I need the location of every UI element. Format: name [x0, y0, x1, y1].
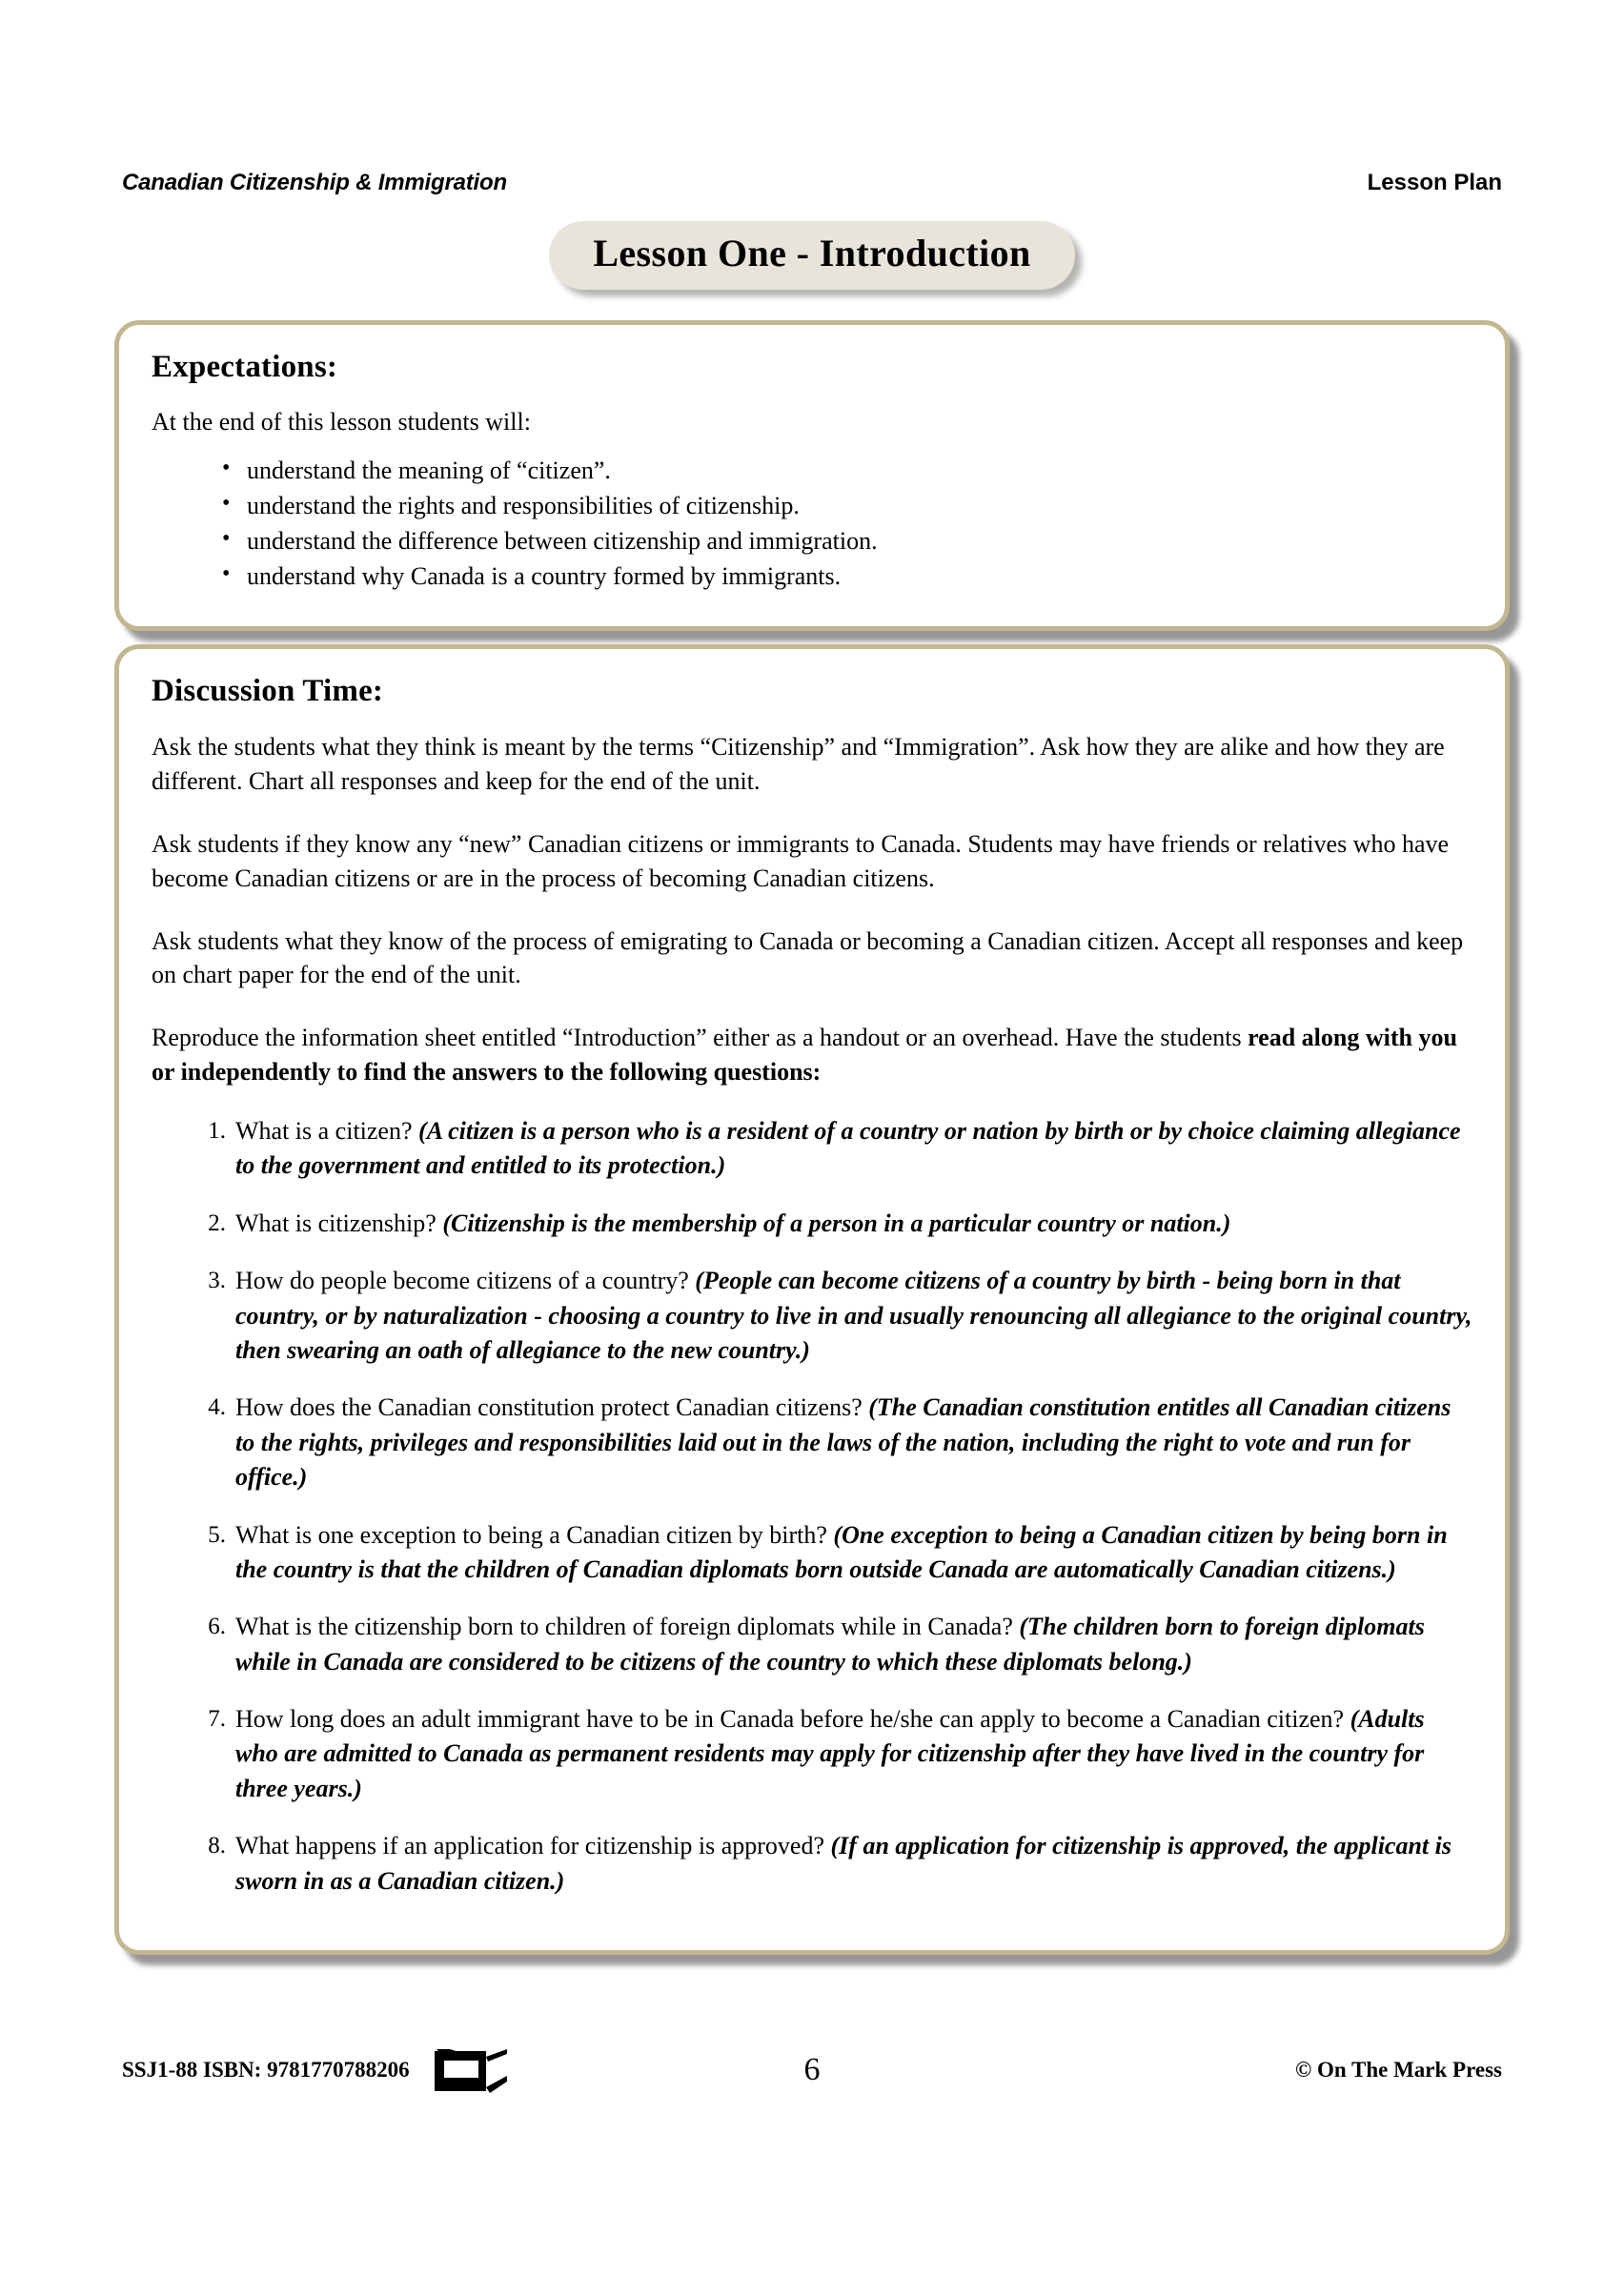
on-the-mark-press-logo-icon [427, 2043, 509, 2097]
lesson-title-banner [549, 221, 1074, 290]
question-text: What is one exception to being a Canadian citizen by birth? [235, 1520, 834, 1549]
discussion-paragraph: Ask students if they know any “new” Canadian citizens or immigrants to Canada. Students may have friends or relatives who have become Canadian citizens or are in the process of becoming Canadian citizens. [152, 829, 1450, 892]
footer-isbn-code: SSJ1-88 ISBN: 9781770788206 [122, 2058, 410, 2082]
list-item: • understand why Canada is a country formed by immigrants. [222, 559, 1472, 595]
discussion-instruction-emphasis: read along with you or independently to find the answers to the following questions: [152, 1024, 1457, 1087]
page-footer [122, 2049, 1502, 2091]
discussion-heading: Discussion Time: [152, 674, 384, 708]
answer-text: (The Canadian constitution entitles all Canadian citizens to the rights, privileges and responsibilities laid out in the laws of the nation, including the right to vote and run for office.) [235, 1393, 1451, 1492]
questions-list [152, 1114, 1472, 1899]
question-item [186, 1518, 1472, 1588]
expectations-panel-body [119, 325, 1505, 626]
expectations-heading: Expectations: [152, 350, 338, 384]
answer-text: (The children born to foreign diplomats while in Canada are considered to be citizens of the country to which these diplomats belong.) [235, 1613, 1425, 1676]
discussion-instruction [152, 1021, 1472, 1089]
discussion-panel [114, 644, 1510, 1955]
expectations-panel [114, 320, 1510, 631]
discussion-instruction-plain: Reproduce the information sheet entitled “Introduction” either as a handout or an overhead. Have the students [152, 1024, 1248, 1052]
question-item [186, 1264, 1472, 1368]
question-item [186, 1114, 1472, 1184]
answer-text: (If an application for citizenship is approved, the applicant is sworn in as a Canadian citizen.) [235, 1832, 1451, 1895]
list-item: • understand the meaning of “citizen”. [222, 454, 1472, 489]
running-head-unit-title: Canadian Citizenship & Immigration [122, 170, 507, 195]
question-item [186, 1207, 1472, 1241]
footer-copyright: © On The Mark Press [1295, 2058, 1502, 2082]
lesson-title-banner-wrap [0, 221, 1624, 290]
question-item [186, 1391, 1472, 1494]
question-item [186, 1829, 1472, 1899]
discussion-paragraph: Ask the students what they think is meant by the terms “Citizenship” and “Immigration”. Ask how they are alike and how they are different. Chart all responses and keep for the end of the unit. [152, 733, 1445, 795]
question-text: How do people become citizens of a country? [235, 1267, 696, 1295]
answer-text: (One exception to being a Canadian citizen by being born in the country is that the children of Canadian diplomats born outside Canada are automatically Canadian citizens.) [235, 1520, 1448, 1583]
answer-text: (Adults who are admitted to Canada as permanent residents may apply for citizenship after they have lived in the country for three years.) [235, 1705, 1425, 1802]
running-head-doc-type: Lesson Plan [1367, 170, 1502, 195]
question-item [186, 1702, 1472, 1806]
question-text: How does the Canadian constitution protect Canadian citizens? [235, 1393, 869, 1422]
expectations-lead: At the end of this lesson students will: [152, 408, 531, 436]
question-item [186, 1610, 1472, 1679]
discussion-panel-body [119, 649, 1505, 1950]
discussion-paragraph: Ask students what they know of the process of emigrating to Canada or becoming a Canadian citizen. Accept all responses and keep on chart paper for the end of the unit. [152, 926, 1464, 989]
question-text: What happens if an application for citizenship is approved? [235, 1832, 831, 1860]
question-text: What is a citizen? [235, 1117, 419, 1145]
expectations-list [152, 454, 1472, 595]
list-item: • understand the rights and responsibilities of citizenship. [222, 489, 1472, 524]
page-title: Lesson One - Introduction [593, 232, 1031, 274]
answer-text: (Citizenship is the membership of a person in a particular country or nation.) [442, 1209, 1231, 1237]
answer-text: (A citizen is a person who is a resident of a country or nation by birth or by choice claiming allegiance to the government and entitled to its protection.) [235, 1117, 1461, 1180]
page-number: 6 [803, 2052, 821, 2087]
footer-left-group [122, 2043, 509, 2097]
answer-text: (People can become citizens of a country by birth - being born in that country, or by naturalization - choosing a country to live in and usually renouncing all allegiance to the original country, then swearing an oath of allegiance to the new country.) [235, 1267, 1472, 1364]
question-text: What is citizenship? [235, 1209, 443, 1237]
list-item: • understand the difference between citizenship and immigration. [222, 524, 1472, 559]
question-text: What is the citizenship born to children of foreign diplomats while in Canada? [235, 1613, 1020, 1641]
running-head [122, 170, 1502, 200]
question-text: How long does an adult immigrant have to be in Canada before he/she can apply to become a Canadian citizen? [235, 1705, 1350, 1734]
